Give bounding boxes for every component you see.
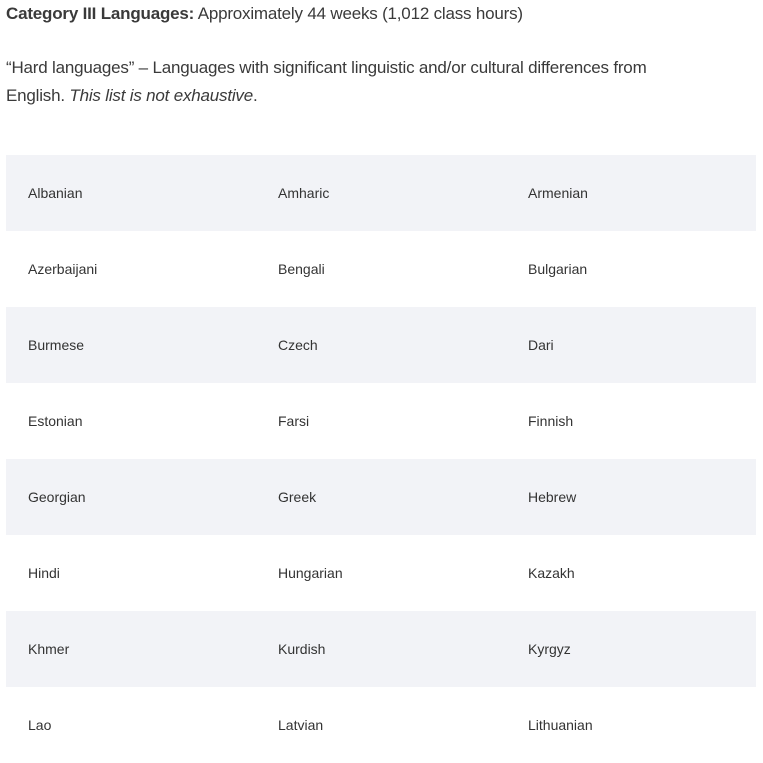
table-row <box>6 535 756 611</box>
table-cell: Kyrgyz <box>506 611 756 687</box>
table-cell: Lao <box>28 717 52 733</box>
table-cell: Hungarian <box>278 565 343 581</box>
table-cell: Burmese <box>6 307 256 383</box>
description-emphasis: This list is not exhaustive <box>69 86 253 105</box>
table-cell: Dari <box>506 307 756 383</box>
table-cell: Bengali <box>278 261 325 277</box>
table-cell: Hindi <box>28 565 60 581</box>
table-cell: Latvian <box>278 717 324 733</box>
table-row <box>6 383 756 459</box>
table-row <box>6 611 756 687</box>
table-row <box>6 307 756 383</box>
category-duration: Approximately 44 weeks (1,012 class hours) <box>194 4 523 23</box>
table-cell: Albanian <box>6 155 256 231</box>
table-cell: Khmer <box>6 611 256 687</box>
table-cell: Finnish <box>528 413 574 429</box>
table-row <box>6 687 756 763</box>
table-cell: Bulgarian <box>528 261 588 277</box>
table-cell: Estonian <box>28 413 83 429</box>
table-cell: Farsi <box>278 413 310 429</box>
table-cell: Kurdish <box>256 611 506 687</box>
table-cell: Kazakh <box>528 565 575 581</box>
table-cell: Armenian <box>506 155 756 231</box>
description-text: “Hard languages” – Languages with significant linguistic and/or cultural differences from English. <box>6 58 647 105</box>
table-cell: Azerbaijani <box>28 261 98 277</box>
table-cell: Georgian <box>6 459 256 535</box>
table-row <box>6 155 756 231</box>
table-cell: Amharic <box>256 155 506 231</box>
table-cell: Hebrew <box>506 459 756 535</box>
table-cell: Greek <box>256 459 506 535</box>
table-row <box>6 459 756 535</box>
languages-table <box>6 155 756 763</box>
table-cell: Lithuanian <box>528 717 593 733</box>
category-heading <box>6 3 523 25</box>
category-description <box>6 54 666 110</box>
description-end: . <box>252 86 258 105</box>
table-row <box>6 231 756 307</box>
category-label: Category III Languages: <box>6 4 195 23</box>
table-cell: Czech <box>256 307 506 383</box>
